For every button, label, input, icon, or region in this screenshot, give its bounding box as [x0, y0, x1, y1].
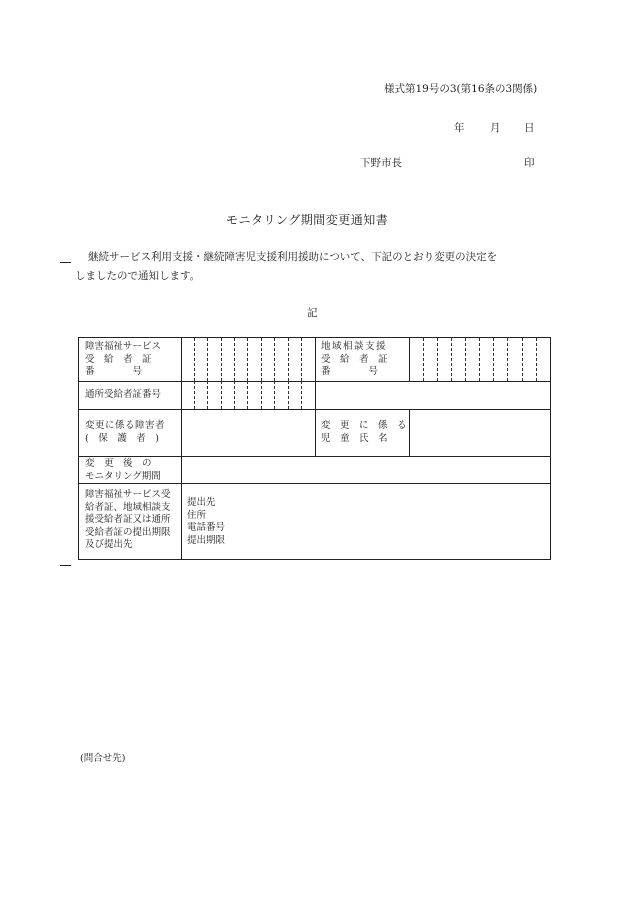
seal-label: 印 — [524, 157, 535, 169]
table-vline-label — [181, 338, 182, 559]
label-child-line2: 児 童 氏 名 — [321, 432, 388, 444]
label-submission-line4: 受給者証の提出期限 — [85, 526, 171, 538]
label-affected-line1: 変更に係る障害者 — [85, 420, 166, 431]
label-affected-line2: ( 保 護 者 ) — [85, 432, 159, 444]
label-consult-line2: 受 給 者 証 — [321, 353, 388, 365]
mayor-label: 下野市長 — [360, 157, 402, 169]
notification-table — [78, 337, 551, 560]
label-tsusho-number: 通所受給者証番号 — [85, 389, 162, 400]
label-consult-line3: 番 号 — [321, 366, 379, 377]
table-vline-r2 — [315, 381, 316, 409]
date-day-label: 日 — [524, 122, 535, 134]
label-service-line3: 番 号 — [85, 366, 143, 377]
table-vline-r1a — [315, 338, 316, 381]
label-monitoring-line2: モニタリング期間 — [85, 470, 161, 482]
date-year-label: 年 — [454, 122, 465, 134]
label-submission-line3: 援受給者証又は通所 — [85, 514, 171, 525]
label-consult-certificate-number — [321, 341, 407, 379]
label-consult-line1: 地域相談支援 — [321, 341, 388, 352]
label-service-line1: 障害福祉サービス — [85, 341, 162, 352]
margin-mark-bottom — [60, 565, 71, 566]
table-hline-4 — [79, 483, 550, 484]
ki-heading: 記 — [307, 307, 318, 319]
label-submission-line1: 障害福祉サービス受 — [85, 489, 171, 500]
label-submission-line5: 及び提出先 — [85, 539, 133, 550]
submission-phone-label: 電話番号 — [187, 522, 226, 533]
label-child-line1: 変 更 に 係 る — [321, 420, 407, 431]
label-affected-person — [85, 420, 177, 445]
date-month-label: 月 — [490, 122, 501, 134]
label-submission-line2: 給者証、地域相談支 — [85, 501, 171, 513]
label-monitoring-period — [85, 458, 177, 483]
label-service-certificate-number — [85, 341, 177, 379]
body-line-2: しましたので通知します。 — [75, 270, 201, 282]
inquiry-label: (問合せ先) — [80, 753, 126, 764]
form-number: 様式第19号の3(第16条の3関係) — [384, 83, 538, 95]
submission-deadline-label: 提出期限 — [187, 534, 226, 546]
table-vline-r1b — [409, 338, 410, 381]
label-monitoring-line1: 変 更 後 の — [85, 458, 152, 469]
table-vline-r3b — [409, 409, 410, 456]
submission-details — [187, 497, 225, 547]
submission-address-label: 住所 — [187, 509, 207, 521]
table-hline-3 — [79, 456, 550, 457]
label-affected-child — [321, 420, 407, 445]
page-title: モニタリング期間変更通知書 — [226, 213, 389, 227]
table-vline-r3a — [315, 409, 316, 456]
label-service-line2: 受 給 者 証 — [85, 353, 152, 365]
submission-destination-label: 提出先 — [187, 497, 216, 508]
body-line-1: 継続サービス利用支援・継続障害児支援利用援助について、下記のとおり変更の決定を — [88, 251, 498, 263]
margin-mark-top — [60, 262, 71, 263]
label-submission-deadline — [85, 489, 179, 552]
